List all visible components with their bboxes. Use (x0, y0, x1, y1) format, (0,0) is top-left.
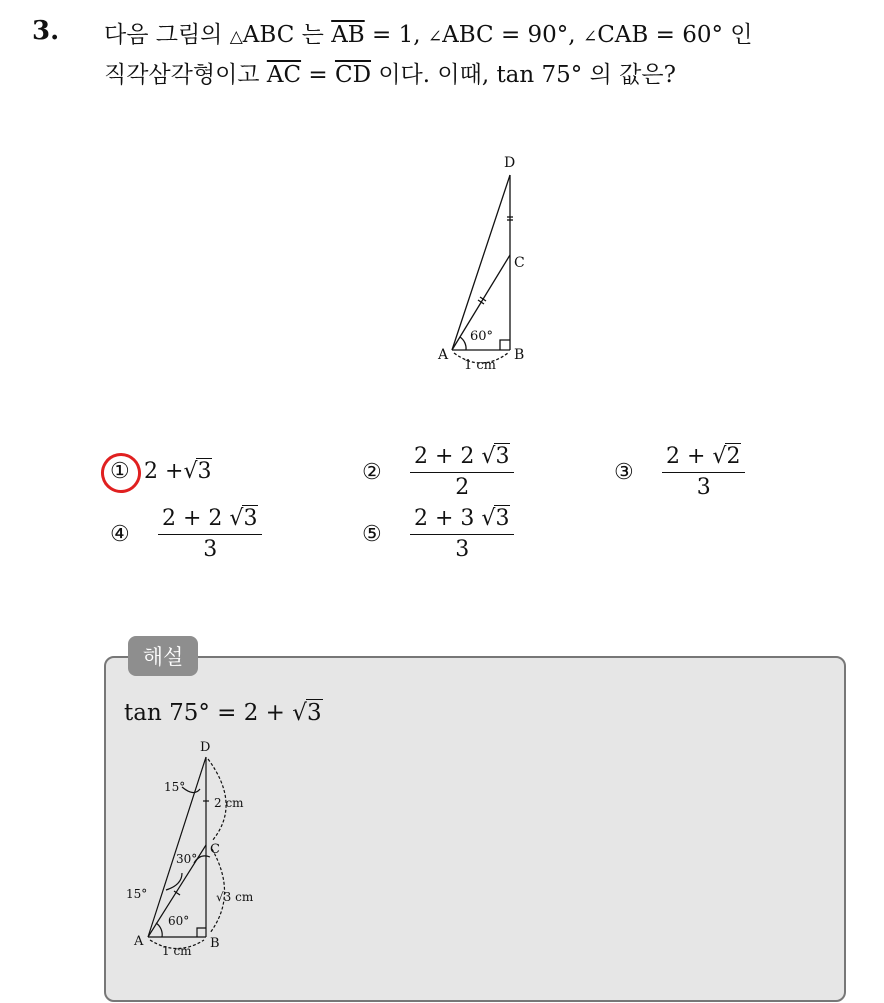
label-angle-60-2: 60° (168, 914, 190, 928)
solution-figure (120, 735, 280, 965)
label-cb-length: √3 cm (216, 890, 254, 904)
line-ad (452, 175, 510, 350)
choice-5[interactable]: ⑤ $\frac{2 + 3 √3}{3}$ (362, 506, 514, 563)
question-line-1: 다음 그림의 △ABC 는 $\overline{AB} = 1$, ∠ABC = 90°, ∠CAB = 60° 인 (104, 22, 753, 48)
choice-3[interactable]: ③ $\frac{2 + √2}{3}$ (614, 444, 745, 501)
solution-text: tan 75° = 2 + √3 (124, 700, 322, 726)
segment-cd: $\overline{CD}$ (334, 62, 372, 88)
triangle-figure (420, 145, 550, 380)
segment-ac: $\overline{AC}$ (266, 62, 302, 88)
label-d: D (504, 155, 516, 171)
label-b: B (514, 347, 525, 363)
label-angle-15-top: 15° (164, 780, 186, 794)
label-ab-length: 1 cm (162, 944, 192, 958)
svg-text:A: A (134, 934, 144, 949)
question-number: 3. (32, 16, 60, 46)
svg-text:C: C (210, 842, 220, 857)
label-length: 1 cm (464, 358, 497, 373)
label-angle-15-left: 15° (126, 887, 148, 901)
segment-ab: $\overline{AB}$ (331, 22, 365, 48)
question-line-2: 직각삼각형이고 $\overline{AC} = \overline{CD}$ 이다. 이때, tan 75° 의 값은? (104, 62, 676, 88)
label-angle-30: 30° (176, 852, 198, 866)
choice-4[interactable]: ④ $\frac{2 + 2 √3}{3}$ (110, 506, 262, 563)
label-angle-60: 60° (470, 329, 494, 344)
choice-1[interactable]: ① 2 + √ 3 (110, 458, 212, 484)
svg-text:B: B (210, 936, 220, 951)
label-a: A (438, 347, 449, 363)
right-angle-mark (500, 340, 510, 350)
svg-text:D: D (200, 740, 211, 755)
label-c: C (514, 255, 525, 271)
label-dc-length: 2 cm (214, 796, 244, 810)
choice-2[interactable]: ② $\frac{2 + 2 √3}{2}$ (362, 444, 514, 501)
solution-tag: 해설 (128, 636, 198, 676)
angle-arc (460, 337, 466, 350)
